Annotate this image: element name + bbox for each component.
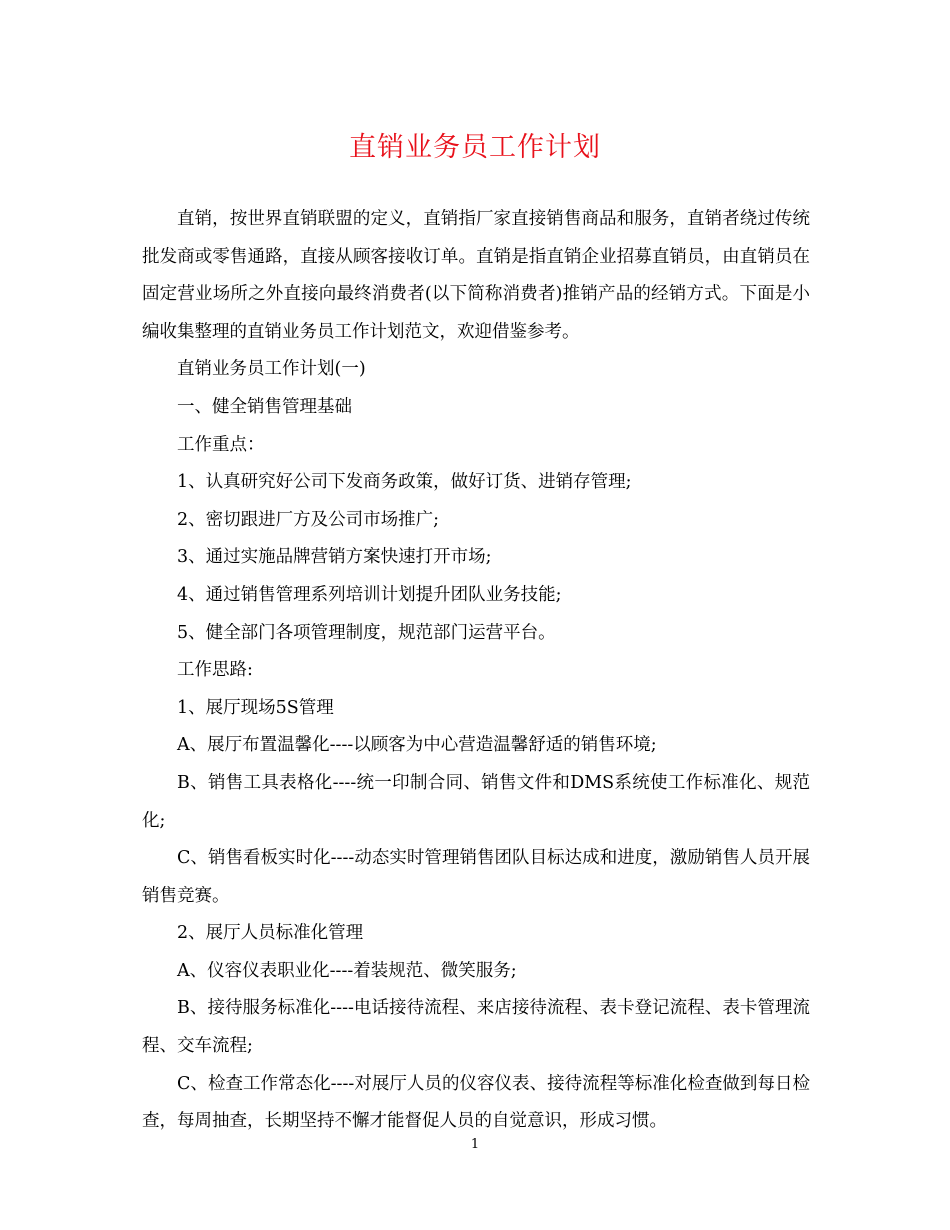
list-item: 1、认真研究好公司下发商务政策，做好订货、进销存管理;	[177, 472, 632, 493]
list-item: C、检查工作常态化----对展厅人员的仪容仪表、接待流程等标准化检查做到每日检查，每周抽查，长期坚持不懈才能督促人员的自觉意识，形成习惯。	[142, 1073, 810, 1132]
list-item: B、接待服务标准化----电话接待流程、来店接待流程、表卡登记流程、表卡管理流程、交车流程;	[142, 998, 810, 1057]
list-item: A、展厅布置温馨化----以顾客为中心营造温馨舒适的销售环境;	[177, 735, 657, 756]
list-item: 1、展厅现场5S管理	[177, 697, 334, 718]
intro-paragraph: 直销，按世界直销联盟的定义，直销指厂家直接销售商品和服务，直销者绕过传统批发商或零售通路，直接从顾客接收订单。直销是指直销企业招募直销员，由直销员在固定营业场所之外直接向最终消费者(以下简称消费者)推销产品的经销方式。下面是小编收集整理的直销业务员工作计划范文，欢迎借鉴参考。	[142, 209, 810, 342]
list-item: 3、通过实施品牌营销方案快速打开市场;	[177, 547, 492, 568]
section-heading: 直销业务员工作计划(一)	[177, 359, 366, 380]
document-body	[142, 201, 810, 1141]
list-item: 2、展厅人员标准化管理	[177, 923, 364, 944]
list-item: B、销售工具表格化----统一印制合同、销售文件和DMS系统使工作标准化、规范化;	[142, 772, 810, 831]
list-item: C、销售看板实时化----动态实时管理销售团队目标达成和进度，激励销售人员开展销售竞赛。	[142, 848, 810, 906]
subsection-heading: 一、健全销售管理基础	[177, 396, 352, 417]
document-title: 直销业务员工作计划	[349, 132, 601, 163]
page-number: 1	[470, 1137, 480, 1152]
list-item: 2、密切跟进厂方及公司市场推广;	[177, 509, 440, 530]
list-item: 5、健全部门各项管理制度，规范部门运营平台。	[177, 622, 556, 643]
list-item: 4、通过销售管理系列培训计划提升团队业务技能;	[177, 584, 562, 605]
list-item: A、仪容仪表职业化----着装规范、微笑服务;	[177, 960, 517, 981]
work-approach-label: 工作思路:	[177, 660, 253, 681]
work-focus-label: 工作重点：	[177, 434, 265, 455]
